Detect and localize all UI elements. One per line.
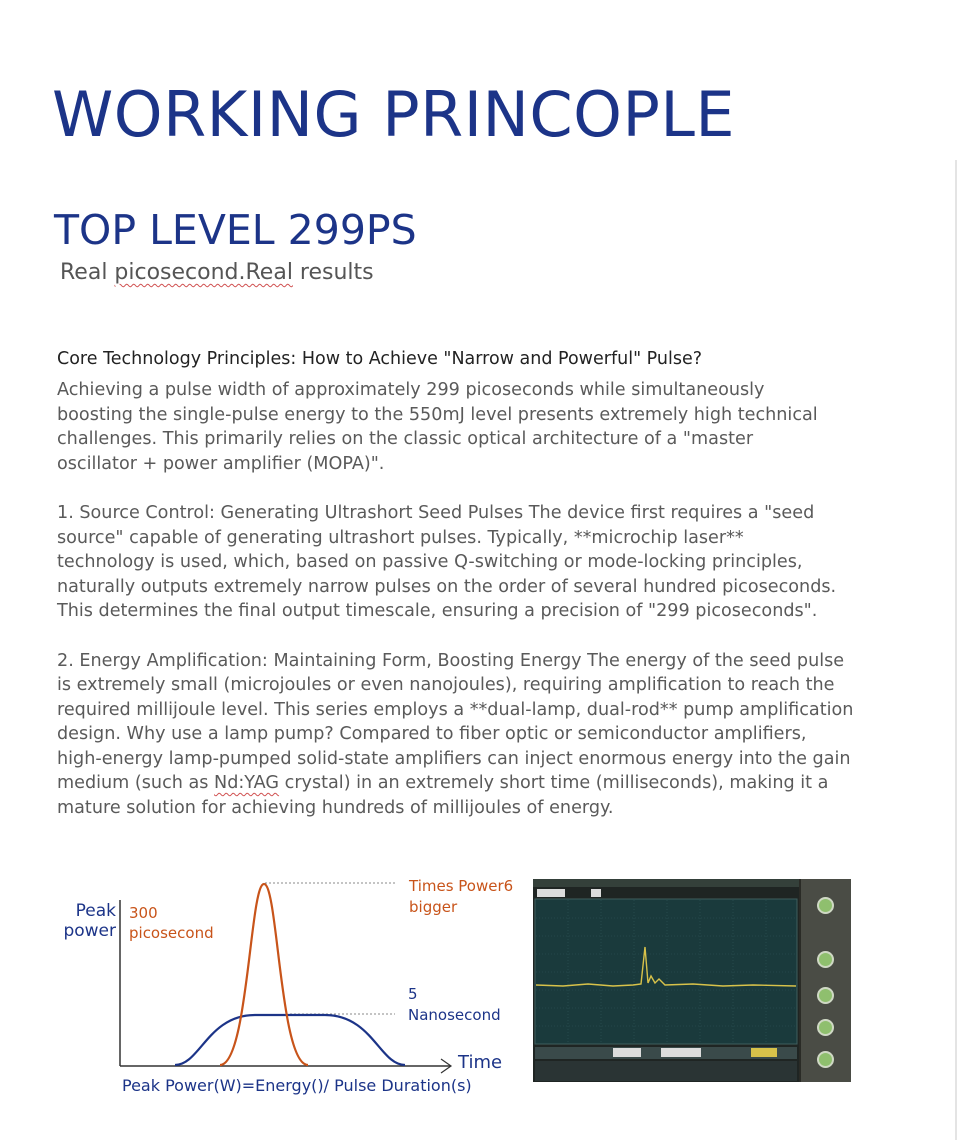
picosecond-value: 300 [129,904,158,922]
nanosecond-label [408,984,501,1026]
section-subtitle: TOP LEVEL 299PS [54,206,417,254]
nanosecond-unit: Nanosecond [408,1006,501,1024]
peak-power-formula: Peak Power(W)=Energy()/ Pulse Duration(s) [122,1076,472,1095]
time-axis-label: Time [458,1052,503,1073]
ndyag-term: Nd:YAG [214,773,280,793]
source-control-paragraph: 1. Source Control: Generating Ultrashort Seed Pulses The device first requires a "seed source" capable of generating ultrashort pulses. Typically, **microchip laser** technology is used, which, based on passive Q-switching or mode-locking principles, naturally outputs extremely narrow pulses on the order of several hundred picoseconds. This determines the final output timescale, ensuring a precision of "299 picoseconds". [57,503,837,621]
knob-icon [817,1019,834,1036]
page-edge-divider [955,160,957,1140]
peak-label-line1: Peak [75,901,116,921]
times-power-label [409,876,513,918]
nanosecond-value: 5 [408,985,418,1003]
tagline [60,260,374,285]
oscilloscope-control-panel [801,879,851,1082]
times-power-line2: bigger [409,898,458,916]
energy-paragraph-part-a: 2. Energy Amplification: Maintaining Form, Boosting Energy The energy of the seed pulse is extremely small (microjoules or even nanojoules), requiring amplification to reach the required millijoule level. This series employs a **dual-lamp, dual-rod** pump amplification design. Why use a lamp pump? Compared to fiber optic or semiconductor amplifiers, high-energy lamp-pumped solid-state amplifiers can inject enormous energy into the gain medium (such as [57,650,854,793]
knob-icon [817,897,834,914]
pulse-comparison-diagram [50,862,520,1107]
nanosecond-pulse-curve [175,1015,405,1065]
times-power-line1: Times Power6 [409,877,514,895]
page-title: WORKING PRINCOPLE [52,78,736,151]
peak-power-axis-label [60,901,116,941]
tagline-part1: Real [60,260,115,285]
tagline-underlined-word: picosecond.Real [114,260,293,285]
energy-paragraph-part-b: crystal) in an extremely short time (milliseconds), making it a mature solution for achieving hundreds of millijoules of energy. [57,773,829,818]
core-principles-heading: Core Technology Principles: How to Achieve "Narrow and Powerful" Pulse? [57,349,703,369]
oscilloscope-screen [533,879,799,1082]
knob-icon [817,987,834,1004]
intro-paragraph: Achieving a pulse width of approximately 299 picoseconds while simultaneously boosting the single-pulse energy to the 550mJ level presents extremely high technical challenges. This primarily relies on the classic optical architecture of a "master oscillator + power amplifier (MOPA)". [57,380,818,474]
tagline-part2: results [292,260,374,285]
oscilloscope-photo [533,879,851,1082]
picosecond-pulse-curve [220,884,308,1065]
knob-icon [817,1051,834,1068]
peak-label-line2: power [63,921,116,941]
picosecond-unit: picosecond [129,924,214,942]
energy-amplification-paragraph [57,649,887,821]
knob-icon [817,951,834,968]
body-text [57,378,887,845]
picosecond-label [129,903,214,943]
